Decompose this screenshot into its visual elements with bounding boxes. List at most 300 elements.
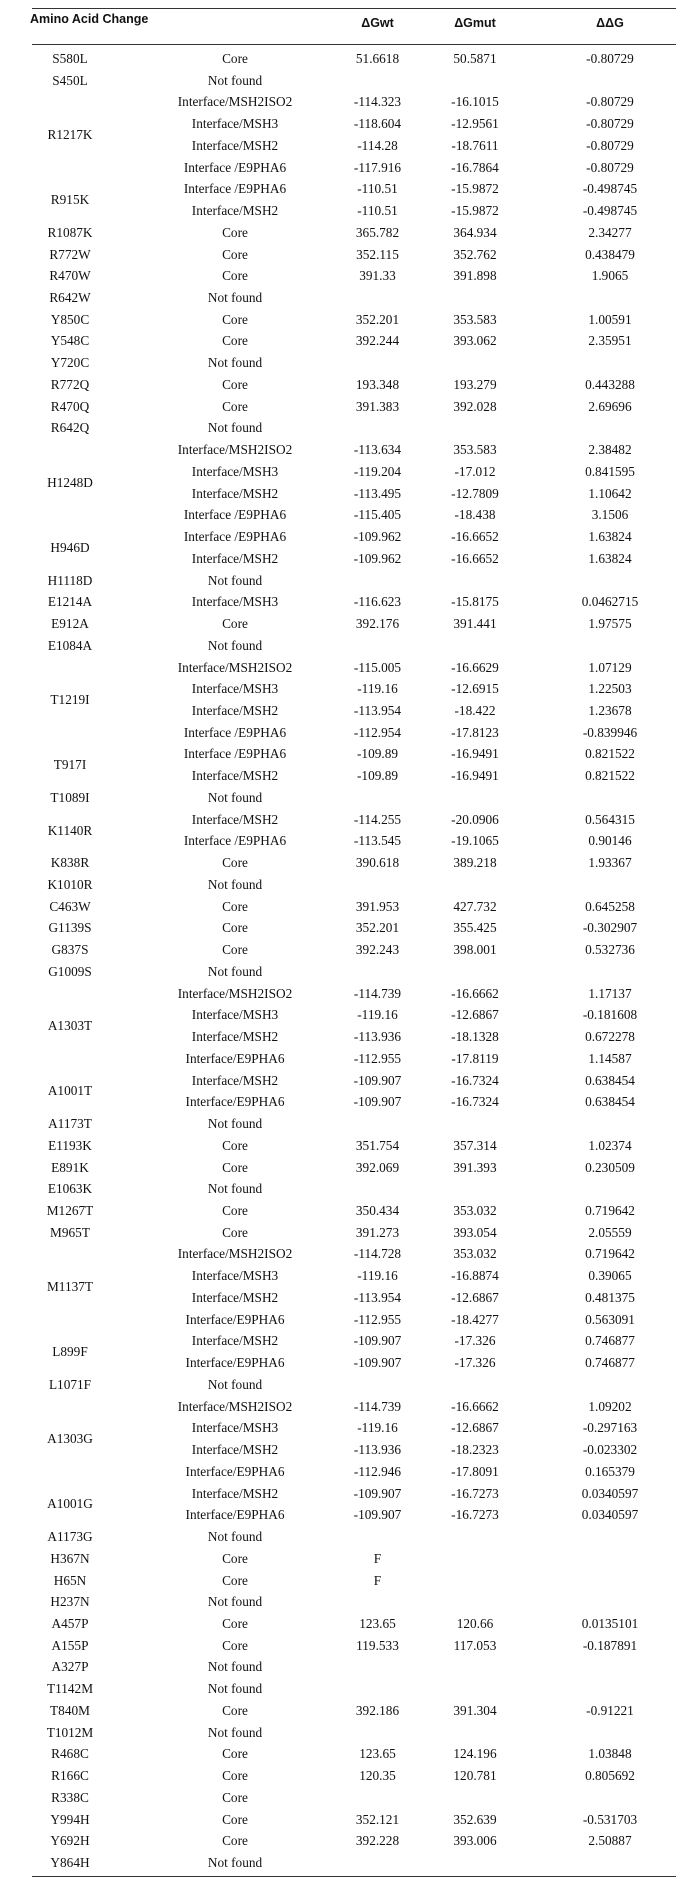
cell-dgmut: 193.279 <box>453 376 497 392</box>
cell-location: Not found <box>207 963 263 979</box>
cell-location: Core <box>222 1137 248 1153</box>
cell-dgwt: 391.33 <box>359 268 396 284</box>
cell-change: Y692H <box>50 1833 90 1849</box>
cell-dgmut: 352.639 <box>453 1811 497 1827</box>
cell-dgwt: 352.121 <box>355 1811 400 1827</box>
cell-dgwt: 350.434 <box>355 1202 400 1218</box>
cell-location: Not found <box>207 1529 263 1545</box>
cell-change: R468C <box>51 1746 89 1762</box>
cell-location: Interface /E9PHA6 <box>183 159 287 175</box>
cell-location: Core <box>222 920 248 936</box>
header-ddg: ΔΔG <box>596 16 624 30</box>
cell-change: H1118D <box>47 572 93 588</box>
cell-change: Y548C <box>50 333 90 349</box>
cell-change: G1009S <box>48 963 92 979</box>
cell-location: Interface/MSH3 <box>191 463 279 479</box>
cell-ddg: -0.498745 <box>582 181 638 197</box>
cell-dgwt: -113.495 <box>353 485 402 501</box>
cell-dgmut: -16.6629 <box>451 659 499 675</box>
cell-ddg: 1.02374 <box>588 1137 632 1153</box>
cell-dgmut: -19.1065 <box>451 833 499 849</box>
cell-change: T917I <box>53 757 87 773</box>
cell-dgwt: 365.782 <box>355 224 400 240</box>
cell-dgmut: -18.2323 <box>451 1442 499 1458</box>
cell-dgmut: 353.032 <box>453 1202 497 1218</box>
cell-location: Core <box>222 50 248 66</box>
cell-change: H237N <box>50 1594 90 1610</box>
cell-dgmut: 357.314 <box>453 1137 497 1153</box>
cell-dgmut: 124.196 <box>453 1746 497 1762</box>
cell-dgwt: -113.545 <box>353 833 402 849</box>
cell-ddg: -0.297163 <box>582 1420 638 1436</box>
cell-ddg: -0.80729 <box>586 116 634 132</box>
cell-ddg: 0.564315 <box>585 811 635 827</box>
cell-change: A1001G <box>47 1496 93 1512</box>
cell-dgmut: 353.583 <box>453 442 497 458</box>
cell-ddg: 1.17137 <box>588 985 632 1001</box>
cell-dgmut: -15.9872 <box>451 203 499 219</box>
cell-location: Interface/E9PHA6 <box>185 1094 285 1110</box>
cell-change: G1139S <box>48 920 92 936</box>
cell-dgwt: -115.405 <box>353 507 402 523</box>
cell-location: Interface/E9PHA6 <box>185 1507 285 1523</box>
cell-location: Interface/MSH2 <box>191 1289 279 1305</box>
cell-dgwt: -110.51 <box>357 203 398 219</box>
cell-dgwt: 352.201 <box>355 311 400 327</box>
cell-dgwt: -112.955 <box>353 1050 402 1066</box>
cell-location: Interface/MSH2 <box>191 703 279 718</box>
header-change: Amino Acid Change <box>30 12 149 26</box>
cell-dgmut: -17.326 <box>454 1333 496 1349</box>
cell-change: R642Q <box>50 420 90 436</box>
cell-ddg: 1.00591 <box>588 311 632 327</box>
cell-change: G837S <box>51 942 89 958</box>
cell-ddg: 0.90146 <box>588 833 632 849</box>
cell-dgmut: -16.7324 <box>451 1094 499 1110</box>
cell-dgwt: 392.228 <box>355 1833 400 1849</box>
cell-location: Core <box>222 942 248 958</box>
cell-location: Interface /E9PHA6 <box>183 833 287 849</box>
cell-location: Not found <box>207 289 263 305</box>
cell-dgwt: -109.907 <box>353 1072 402 1088</box>
cell-change: K838R <box>50 855 90 871</box>
cell-dgmut: -16.7324 <box>451 1072 499 1088</box>
cell-dgmut: 393.062 <box>453 333 497 349</box>
cell-ddg: -0.839946 <box>582 724 638 740</box>
cell-ddg: 0.746877 <box>585 1355 635 1371</box>
cell-dgwt: 392.069 <box>355 1159 400 1175</box>
cell-dgmut: -12.6867 <box>451 1420 499 1436</box>
cell-ddg: 1.97575 <box>588 616 632 632</box>
cell-ddg: 0.0340597 <box>581 1485 639 1501</box>
cell-dgwt: -113.954 <box>353 1289 402 1305</box>
cell-location: Interface/MSH2ISO2 <box>177 1398 293 1414</box>
cell-dgwt: -112.955 <box>353 1311 402 1327</box>
cell-ddg: 2.35951 <box>588 333 632 349</box>
cell-dgwt: -114.728 <box>353 1246 402 1262</box>
cell-ddg: 0.443288 <box>585 376 635 392</box>
cell-location: Core <box>222 1224 248 1240</box>
cell-location: Core <box>222 616 248 632</box>
cell-dgwt: -113.954 <box>353 703 402 718</box>
cell-location: Interface/MSH2 <box>191 768 279 784</box>
cell-dgmut: -12.6915 <box>451 681 499 697</box>
cell-change: Y994H <box>50 1811 90 1827</box>
cell-dgwt: -109.907 <box>353 1355 402 1371</box>
cell-dgmut: -18.438 <box>454 507 496 523</box>
cell-dgwt: -109.89 <box>357 746 398 762</box>
cell-dgmut: -15.9872 <box>451 181 499 197</box>
cell-ddg: 1.63824 <box>588 550 632 566</box>
cell-change: M1137T <box>46 1279 94 1295</box>
cell-location: Not found <box>207 1724 263 1740</box>
cell-change: Y864H <box>50 1855 90 1871</box>
cell-ddg: 0.230509 <box>585 1159 635 1175</box>
cell-dgmut: 391.304 <box>453 1702 497 1718</box>
cell-dgwt: 392.244 <box>355 333 400 349</box>
cell-change: A1001T <box>47 1083 93 1099</box>
cell-dgmut: 427.732 <box>453 898 497 914</box>
cell-ddg: 0.719642 <box>585 1246 635 1262</box>
cell-dgmut: -18.422 <box>454 703 496 718</box>
cell-dgmut: 391.898 <box>453 268 497 284</box>
cell-change: H946D <box>50 539 90 555</box>
bottom-rule <box>32 1876 676 1877</box>
cell-dgmut: -12.6867 <box>451 1007 499 1023</box>
cell-change: R642W <box>49 289 91 305</box>
cell-location: Interface/MSH2 <box>191 811 279 827</box>
cell-dgwt: F <box>373 1550 382 1566</box>
cell-change: R338C <box>51 1789 89 1805</box>
cell-location: Interface/MSH3 <box>191 116 279 132</box>
cell-dgmut: -17.8123 <box>451 724 499 740</box>
cell-dgwt: 119.533 <box>356 1637 399 1653</box>
cell-dgmut: 353.583 <box>453 311 497 327</box>
cell-dgwt: -114.28 <box>357 137 398 153</box>
cell-change: C463W <box>49 898 91 914</box>
cell-location: Core <box>222 1637 248 1653</box>
cell-dgmut: 353.032 <box>453 1246 497 1262</box>
cell-location: Interface/E9PHA6 <box>185 1463 285 1479</box>
cell-change: R772W <box>49 246 91 262</box>
cell-dgmut: -16.6662 <box>451 985 499 1001</box>
cell-dgwt: -113.936 <box>353 1442 402 1458</box>
cell-dgmut: 352.762 <box>453 246 497 262</box>
cell-location: Core <box>222 1550 248 1566</box>
cell-location: Interface/E9PHA6 <box>185 1311 285 1327</box>
cell-dgmut: 50.5871 <box>453 50 497 66</box>
cell-location: Interface/MSH3 <box>191 1007 279 1023</box>
cell-ddg: -0.91221 <box>586 1702 634 1718</box>
cell-dgmut: 392.028 <box>453 398 497 414</box>
cell-ddg: -0.531703 <box>582 1811 638 1827</box>
cell-location: Not found <box>207 1855 263 1871</box>
cell-dgmut: 393.054 <box>453 1224 497 1240</box>
cell-location: Interface/MSH3 <box>191 1268 279 1284</box>
cell-ddg: 1.23678 <box>588 703 632 718</box>
cell-change: E1214A <box>47 594 93 610</box>
cell-location: Not found <box>207 876 263 892</box>
cell-change: T1219I <box>50 692 90 708</box>
cell-location: Interface/MSH2ISO2 <box>177 659 293 675</box>
cell-dgwt: -116.623 <box>353 594 402 610</box>
cell-location: Core <box>222 898 248 914</box>
cell-ddg: 1.9065 <box>591 268 629 284</box>
cell-change: E1193K <box>48 1137 92 1153</box>
cell-dgmut: 117.053 <box>453 1637 497 1653</box>
cell-change: R1217K <box>47 126 93 142</box>
cell-location: Core <box>222 1616 248 1631</box>
cell-dgwt: 391.953 <box>355 898 400 914</box>
cell-dgwt: 390.618 <box>355 855 400 871</box>
cell-change: E1063K <box>47 1181 93 1197</box>
cell-ddg: 2.05559 <box>588 1224 632 1240</box>
cell-ddg: -0.80729 <box>586 50 634 66</box>
cell-ddg: 0.532736 <box>585 942 635 958</box>
cell-change: K1010R <box>47 876 93 892</box>
cell-change: L899F <box>52 1344 88 1360</box>
cell-change: S450L <box>52 72 88 88</box>
cell-dgmut: 120.781 <box>453 1768 497 1784</box>
cell-location: Interface/MSH2 <box>191 137 279 153</box>
cell-dgwt: 352.201 <box>355 920 400 936</box>
cell-ddg: 2.34277 <box>588 224 632 240</box>
cell-location: Interface /E9PHA6 <box>183 507 287 523</box>
cell-change: Y720C <box>50 355 90 371</box>
cell-change: E1084A <box>47 637 93 653</box>
cell-dgwt: -115.005 <box>353 659 402 675</box>
cell-change: T1089I <box>50 789 90 805</box>
cell-location: Interface/MSH2ISO2 <box>177 94 293 110</box>
cell-change: H1248D <box>47 474 93 490</box>
cell-dgmut: -16.7864 <box>451 159 499 175</box>
cell-location: Interface/MSH2 <box>191 1072 279 1088</box>
cell-ddg: 0.805692 <box>585 1768 635 1784</box>
cell-location: Interface/MSH2ISO2 <box>177 1246 293 1262</box>
cell-location: Not found <box>207 1594 263 1610</box>
cell-location: Core <box>222 333 248 349</box>
cell-location: Not found <box>207 420 263 436</box>
cell-change: A1173G <box>47 1529 93 1545</box>
cell-change: T840M <box>50 1702 90 1718</box>
cell-ddg: 0.0340597 <box>581 1507 639 1523</box>
cell-change: M1267T <box>46 1202 94 1218</box>
cell-dgwt: -109.89 <box>357 768 398 784</box>
cell-change: A457P <box>51 1616 89 1631</box>
cell-location: Core <box>222 268 248 284</box>
cell-dgmut: -18.4277 <box>451 1311 499 1327</box>
cell-location: Core <box>222 1833 248 1849</box>
cell-location: Core <box>222 376 248 392</box>
cell-dgwt: 352.115 <box>356 246 399 262</box>
cell-dgmut: -16.8874 <box>451 1268 499 1284</box>
cell-location: Not found <box>207 1681 263 1697</box>
cell-dgwt: -117.916 <box>353 159 402 175</box>
cell-ddg: -0.302907 <box>582 920 638 936</box>
cell-dgwt: -110.51 <box>357 181 398 197</box>
cell-dgmut: -16.6662 <box>451 1398 499 1414</box>
cell-ddg: 0.638454 <box>585 1072 635 1088</box>
cell-ddg: 2.38482 <box>588 442 632 458</box>
cell-dgwt: 123.65 <box>359 1616 396 1631</box>
cell-dgwt: 391.273 <box>355 1224 400 1240</box>
cell-ddg: 0.39065 <box>588 1268 632 1284</box>
cell-dgwt: -113.936 <box>353 1029 402 1045</box>
cell-dgmut: 391.393 <box>453 1159 497 1175</box>
cell-dgmut: -12.7809 <box>451 485 499 501</box>
cell-ddg: -0.80729 <box>586 159 634 175</box>
cell-dgmut: -12.6867 <box>451 1289 499 1305</box>
cell-dgwt: 193.348 <box>355 376 400 392</box>
cell-dgmut: -18.7611 <box>451 137 499 153</box>
cell-dgmut: 355.425 <box>453 920 497 936</box>
cell-dgmut: -12.9561 <box>451 116 499 132</box>
cell-change: T1012M <box>46 1724 94 1740</box>
cell-change: M965T <box>50 1224 90 1240</box>
cell-location: Core <box>222 1159 248 1175</box>
cell-dgmut: -16.9491 <box>451 768 499 784</box>
cell-ddg: 0.821522 <box>585 768 635 784</box>
cell-dgwt: -114.255 <box>353 811 402 827</box>
cell-dgwt: 392.176 <box>355 616 400 632</box>
cell-dgmut: -17.012 <box>454 463 496 479</box>
cell-location: Interface/MSH2ISO2 <box>177 442 293 458</box>
cell-dgwt: 391.383 <box>355 398 400 414</box>
cell-ddg: 1.03848 <box>588 1746 632 1762</box>
cell-location: Core <box>222 1746 248 1762</box>
cell-location: Not found <box>207 637 263 653</box>
cell-location: Interface/MSH2 <box>191 1485 279 1501</box>
cell-location: Interface/MSH3 <box>191 1420 279 1436</box>
header-rule <box>32 44 676 45</box>
cell-location: Interface/E9PHA6 <box>185 1050 285 1066</box>
cell-location: Core <box>222 1789 248 1805</box>
cell-location: Interface/MSH3 <box>191 681 279 697</box>
cell-location: Interface /E9PHA6 <box>183 724 287 740</box>
top-rule <box>32 8 676 9</box>
cell-dgwt: 351.754 <box>355 1137 400 1153</box>
cell-dgwt: 120.35 <box>359 1768 396 1784</box>
cell-location: Core <box>222 1768 248 1784</box>
cell-dgmut: -18.1328 <box>451 1029 499 1045</box>
cell-ddg: 3.1506 <box>591 507 629 523</box>
cell-location: Not found <box>207 355 263 371</box>
cell-change: S580L <box>52 50 88 66</box>
cell-dgwt: -114.739 <box>353 1398 402 1414</box>
cell-ddg: 0.0462715 <box>581 594 639 610</box>
cell-location: Interface /E9PHA6 <box>183 529 287 545</box>
cell-ddg: 1.22503 <box>588 681 632 697</box>
cell-ddg: -0.80729 <box>586 137 634 153</box>
cell-location: Interface/MSH2 <box>191 1442 279 1458</box>
cell-dgmut: -16.6652 <box>451 550 499 566</box>
cell-ddg: 0.841595 <box>585 463 635 479</box>
cell-ddg: 2.69696 <box>588 398 632 414</box>
cell-dgwt: -109.907 <box>353 1333 402 1349</box>
cell-change: H367N <box>50 1550 90 1566</box>
cell-ddg: 0.165379 <box>585 1463 635 1479</box>
cell-ddg: -0.80729 <box>586 94 634 110</box>
cell-location: Interface/MSH2 <box>191 203 279 219</box>
cell-location: Interface/MSH2ISO2 <box>177 985 293 1001</box>
cell-location: Core <box>222 398 248 414</box>
cell-dgmut: -16.9491 <box>451 746 499 762</box>
cell-location: Interface/E9PHA6 <box>185 1355 285 1371</box>
cell-ddg: 1.14587 <box>588 1050 632 1066</box>
header-dgwt: ΔGwt <box>361 16 394 30</box>
cell-dgwt: -112.946 <box>353 1463 402 1479</box>
cell-change: A1303T <box>47 1018 93 1034</box>
cell-change: H65N <box>53 1572 87 1588</box>
cell-change: Y850C <box>50 311 90 327</box>
cell-dgmut: 393.006 <box>453 1833 497 1849</box>
cell-change: E891K <box>51 1159 89 1175</box>
cell-location: Core <box>222 246 248 262</box>
cell-dgwt: 51.6618 <box>355 50 400 66</box>
cell-ddg: 1.09202 <box>588 1398 632 1414</box>
cell-ddg: 0.645258 <box>585 898 635 914</box>
cell-dgwt: -109.907 <box>353 1507 402 1523</box>
cell-dgmut: 120.66 <box>456 1616 494 1631</box>
cell-dgwt: -114.739 <box>353 985 402 1001</box>
cell-dgwt: -119.16 <box>357 1268 398 1284</box>
cell-dgmut: 364.934 <box>453 224 497 240</box>
cell-location: Not found <box>207 1659 263 1675</box>
cell-ddg: 0.719642 <box>585 1202 635 1218</box>
cell-change: A1173T <box>48 1116 92 1132</box>
cell-location: Interface/MSH2 <box>191 1333 279 1349</box>
cell-location: Interface /E9PHA6 <box>183 181 287 197</box>
cell-ddg: 1.07129 <box>588 659 632 675</box>
cell-ddg: 0.438479 <box>585 246 635 262</box>
header-dgmut: ΔGmut <box>454 16 496 30</box>
cell-ddg: -0.498745 <box>582 203 638 219</box>
cell-ddg: 0.746877 <box>585 1333 635 1349</box>
cell-ddg: 1.93367 <box>588 855 632 871</box>
cell-location: Core <box>222 1572 248 1588</box>
cell-dgwt: -113.634 <box>353 442 402 458</box>
cell-dgwt: -109.962 <box>353 550 402 566</box>
cell-dgwt: -112.954 <box>353 724 402 740</box>
cell-location: Not found <box>207 1376 263 1392</box>
cell-dgwt: F <box>373 1572 382 1588</box>
cell-dgwt: -119.16 <box>357 1420 398 1436</box>
cell-location: Not found <box>207 572 263 588</box>
cell-dgwt: 392.243 <box>355 942 400 958</box>
cell-change: R470Q <box>50 398 90 414</box>
cell-ddg: 0.821522 <box>585 746 635 762</box>
cell-location: Core <box>222 311 248 327</box>
cell-dgwt: -114.323 <box>353 94 402 110</box>
cell-change: R915K <box>50 192 90 208</box>
cell-dgwt: -109.962 <box>353 529 402 545</box>
cell-location: Core <box>222 855 248 871</box>
cell-ddg: 0.563091 <box>585 1311 635 1327</box>
cell-dgwt: 392.186 <box>355 1702 400 1718</box>
cell-ddg: -0.181608 <box>582 1007 638 1023</box>
cell-location: Interface/MSH2 <box>191 1029 279 1045</box>
cell-location: Interface/MSH3 <box>191 594 279 610</box>
cell-ddg: 2.50887 <box>588 1833 632 1849</box>
cell-location: Core <box>222 1811 248 1827</box>
cell-ddg: 1.63824 <box>588 529 632 545</box>
cell-dgwt: 123.65 <box>359 1746 396 1762</box>
cell-ddg: -0.023302 <box>582 1442 638 1458</box>
cell-location: Not found <box>207 1181 263 1197</box>
cell-dgwt: -109.907 <box>353 1094 402 1110</box>
cell-ddg: 0.0135101 <box>581 1616 639 1631</box>
cell-location: Not found <box>207 72 263 88</box>
